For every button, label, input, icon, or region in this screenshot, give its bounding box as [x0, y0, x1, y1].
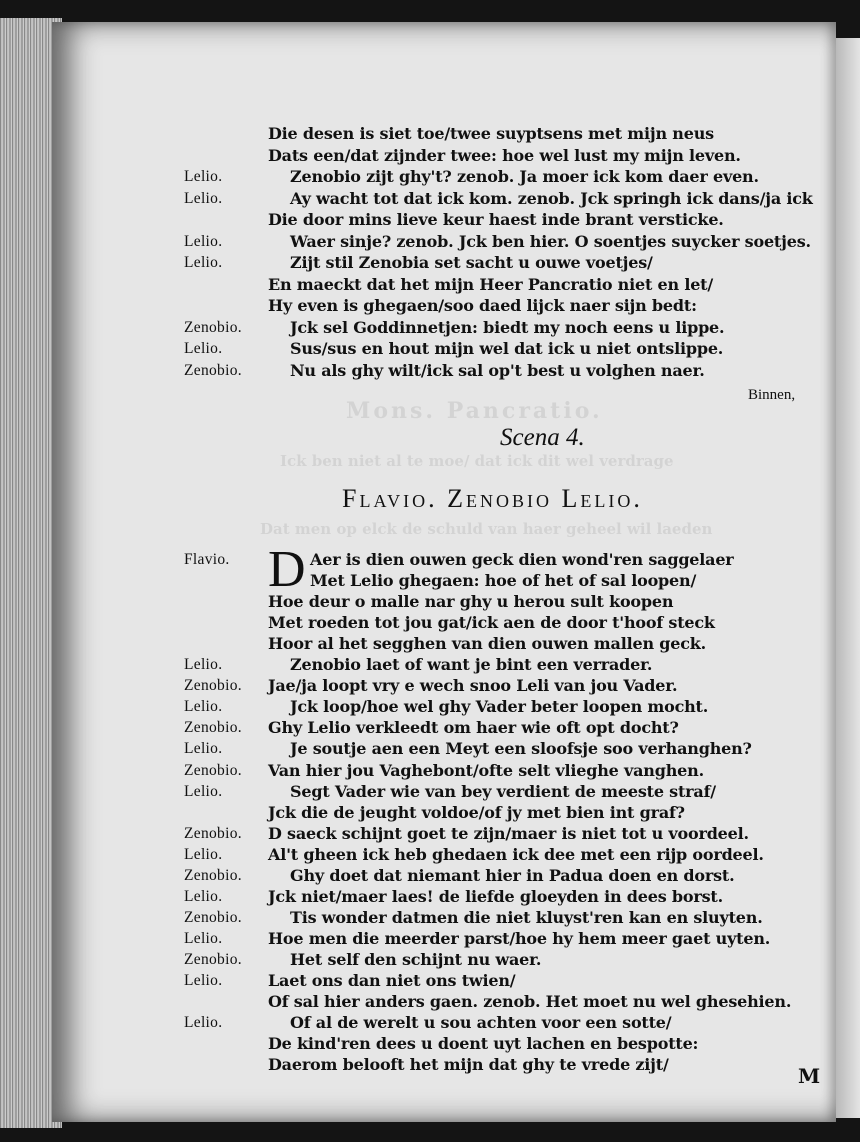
- verse-line: [0, 361, 860, 381]
- verse-line: [0, 189, 860, 209]
- speaker-name: Lelio.: [184, 189, 223, 207]
- verse-line: [0, 824, 860, 844]
- show-through-text: Ick ben niet al te moe/ dat ick dit wel verdrage: [280, 452, 674, 470]
- verse-text: Jck loop/hoe wel ghy Vader beter loopen mocht.: [290, 697, 709, 717]
- verse-line: [0, 550, 860, 570]
- verse-line: [0, 929, 860, 949]
- speaker-name: Zenobio.: [184, 908, 242, 926]
- scene-characters: Flavio. Zenobio Lelio.: [342, 484, 643, 513]
- verse-line: [0, 950, 860, 970]
- speaker-name: Lelio.: [184, 1014, 223, 1032]
- verse-line: [0, 232, 860, 252]
- verse-text: Die desen is siet toe/twee suyptsens met mijn neus: [268, 124, 714, 143]
- verse-text: Hoe deur o malle nar ghy u herou sult koopen: [268, 592, 674, 612]
- verse-text: Ghy Lelio verkleedt om haer wie oft opt docht?: [268, 718, 679, 738]
- verse-text: Dats een/dat zijnder twee: hoe wel lust my mijn leven.: [268, 145, 741, 165]
- speaker-name: Lelio.: [184, 340, 223, 357]
- verse-text: Met Lelio ghegaen: hoe of het of sal loopen/: [310, 571, 697, 591]
- speaker-name: Lelio.: [184, 782, 223, 800]
- verse-line: [0, 592, 860, 612]
- speaker-name: Lelio.: [184, 254, 223, 271]
- verse-text: Ay wacht tot dat ick kom. zenob. Jck springh ick dans/ja ick: [290, 188, 813, 208]
- verse-text: En maeckt dat het mijn Heer Pancratio niet en let/: [268, 274, 714, 294]
- verse-text: Met roeden tot jou gat/ick aen de door t'hoof steck: [268, 613, 715, 633]
- show-through-text: Dat men op elck de schuld van haer geheel wil laeden: [260, 520, 713, 538]
- verse-line: [0, 655, 860, 675]
- verse-text: Die door mins lieve keur haest inde brant versticke.: [268, 210, 724, 229]
- verse-line: [0, 739, 860, 759]
- speaker-name: Zenobio.: [184, 677, 242, 695]
- verse-line: [0, 1034, 860, 1054]
- verse-line: [0, 992, 860, 1012]
- verse-text: Zenobio laet of want je bint een verrader.: [290, 655, 653, 675]
- verse-line: [0, 571, 860, 591]
- show-through-text: Mons. Pancratio.: [346, 398, 603, 424]
- verse-text: Aer is dien ouwen geck dien wond'ren saggelaer: [310, 550, 734, 569]
- verse-line: [0, 887, 860, 907]
- verse-text: Waer sinje? zenob. Jck ben hier. O soentjes suycker soetjes.: [290, 231, 811, 251]
- verse-text: Jck niet/maer laes! de liefde gloeyden in dees borst.: [268, 886, 723, 906]
- verse-text: Sus/sus en hout mijn wel dat ick u niet ontslippe.: [290, 339, 724, 358]
- speaker-name: Zenobio.: [184, 866, 242, 884]
- speaker-name: Lelio.: [184, 168, 223, 185]
- verse-text: Hoe men die meerder parst/hoe hy hem meer gaet uyten.: [268, 928, 771, 948]
- verse-line: [0, 634, 860, 654]
- verse-text: Tis wonder datmen die niet kluyst'ren kan en sluyten.: [290, 907, 763, 927]
- speaker-name: Lelio.: [184, 698, 223, 716]
- verse-line: [0, 613, 860, 633]
- speaker-name: Zenobio.: [184, 318, 242, 336]
- verse-text: Al't gheen ick heb ghedaen ick dee met een rijp oordeel.: [268, 844, 764, 864]
- verse-text: Nu als ghy wilt/ick sal op't best u volghen naer.: [290, 360, 705, 380]
- verse-text: Zijt stil Zenobia set sacht u ouwe voetjes/: [290, 253, 653, 272]
- verse-line: [0, 697, 860, 717]
- verse-text: Daerom belooft het mijn dat ghy te vrede zijt/: [268, 1055, 669, 1075]
- verse-line: [0, 718, 860, 738]
- verse-text: Hy even is ghegaen/soo daed lijck naer sijn bedt:: [268, 296, 697, 315]
- verse-text: Of sal hier anders gaen. zenob. Het moet nu wel ghesehien.: [268, 992, 792, 1012]
- verse-line: [0, 318, 860, 338]
- verse-line: [0, 866, 860, 886]
- verse-line: [0, 803, 860, 823]
- speaker-name: Lelio.: [184, 845, 223, 863]
- verse-line: [0, 146, 860, 166]
- verse-line: [0, 971, 860, 991]
- drop-cap: D: [268, 541, 306, 598]
- verse-line: [0, 1055, 860, 1075]
- speaker-name: Flavio.: [184, 551, 230, 568]
- verse-line: [0, 1013, 860, 1033]
- verse-text: D saeck schijnt goet te zijn/maer is niet tot u voordeel.: [268, 823, 749, 843]
- verse-line: [0, 908, 860, 928]
- catchword: M: [798, 1064, 821, 1088]
- speaker-name: Lelio.: [184, 887, 223, 905]
- speaker-name: Zenobio.: [184, 361, 242, 379]
- verse-line: [0, 339, 860, 359]
- verse-text: Of al de werelt u sou achten voor een sotte/: [290, 1013, 672, 1033]
- verse-line: [0, 845, 860, 865]
- verse-line: [0, 676, 860, 696]
- scene-title: Scena 4.: [500, 424, 585, 451]
- verse-text: Segt Vader wie van bey verdient de meeste straf/: [290, 781, 716, 801]
- verse-text: Jae/ja loopt vry e wech snoo Leli van jou Vader.: [268, 676, 678, 696]
- verse-text: Je soutje aen een Meyt een sloofsje soo verhanghen?: [290, 739, 752, 759]
- verse-text: Ghy doet dat niemant hier in Padua doen en dorst.: [290, 865, 735, 885]
- verse-line: [0, 167, 860, 187]
- speaker-name: Lelio.: [184, 929, 223, 947]
- verse-line: [0, 275, 860, 295]
- speaker-name: Lelio.: [184, 656, 223, 674]
- verse-text: Hoor al het segghen van dien ouwen mallen geck.: [268, 634, 707, 654]
- stage-direction: Binnen,: [748, 387, 796, 403]
- verse-line: [0, 253, 860, 273]
- speaker-name: Zenobio.: [184, 719, 242, 737]
- speaker-name: Zenobio.: [184, 761, 242, 779]
- speaker-name: Zenobio.: [184, 824, 242, 842]
- verse-text: Van hier jou Vaghebont/ofte selt vlieghe vanghen.: [268, 760, 704, 780]
- verse-line: [0, 782, 860, 802]
- verse-line: [0, 296, 860, 316]
- verse-text: Jck sel Goddinnetjen: biedt my noch eens u lippe.: [290, 317, 725, 337]
- verse-line: [0, 124, 860, 144]
- verse-text: Jck die de jeught voldoe/of jy met bien int graf?: [268, 802, 685, 822]
- speaker-name: Lelio.: [184, 972, 223, 989]
- verse-text: Laet ons dan niet ons twien/: [268, 971, 516, 990]
- verse-line: [0, 761, 860, 781]
- verse-text: Zenobio zijt ghy't? zenob. Ja moer ick kom daer even.: [290, 167, 759, 186]
- verse-text: De kind'ren dees u doent uyt lachen en bespotte:: [268, 1034, 699, 1054]
- speaker-name: Zenobio.: [184, 950, 242, 968]
- speaker-name: Lelio.: [184, 232, 223, 250]
- verse-text: Het self den schijnt nu waer.: [290, 949, 542, 969]
- verse-line: [0, 210, 860, 230]
- speaker-name: Lelio.: [184, 740, 223, 758]
